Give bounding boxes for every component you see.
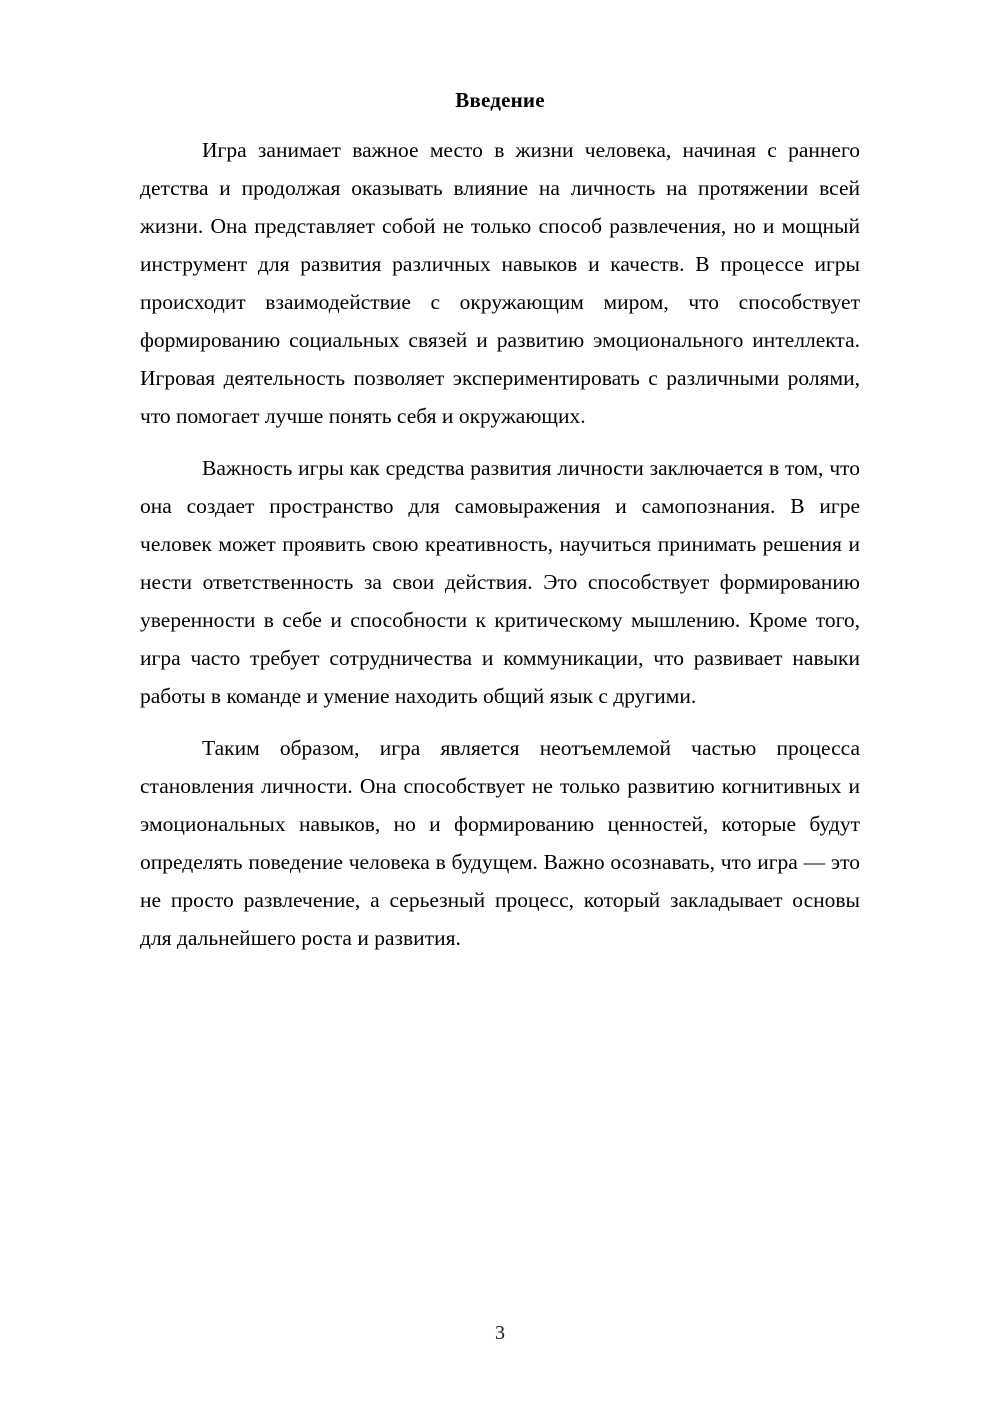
page-title: Введение bbox=[455, 88, 545, 112]
paragraph-text: Игра занимает важное место в жизни человека, начиная с раннего детства и продолжая оказывать влияние на личность на протяжении всей жизни. Она представляет собой не только способ развлечения, но и мощный инструмент для развития различных навыков и качеств. В процессе игры происходит взаимодействие с окружающим миром, что способствует формированию социальных связей и развитию эмоционального интеллекта. Игровая деятельность позволяет экспериментировать с различными ролями, что помогает лучше понять себя и окружающих. bbox=[140, 138, 860, 428]
paragraph-text: Таким образом, игра является неотъемлемой частью процесса становления личности. Она способствует не только развитию когнитивных и эмоциональных навыков, но и формированию ценностей, которые будут определять поведение человека в будущем. Важно осознавать, что игра — это не просто развлечение, а серьезный процесс, который закладывает основы для дальнейшего роста и развития. bbox=[140, 736, 860, 950]
paragraph bbox=[140, 131, 930, 435]
paragraph-text: Важность игры как средства развития личности заключается в том, что она создает пространство для самовыражения и самопознания. В игре человек может проявить свою креативность, научиться принимать решения и нести ответственность за свои действия. Это способствует формированию уверенности в себе и способности к критическому мышлению. Кроме того, игра часто требует сотрудничества и коммуникации, что развивает навыки работы в команде и умение находить общий язык с другими. bbox=[140, 456, 860, 708]
page-number: 3 bbox=[495, 1322, 505, 1344]
paragraph bbox=[140, 729, 930, 957]
paragraph bbox=[140, 449, 930, 715]
